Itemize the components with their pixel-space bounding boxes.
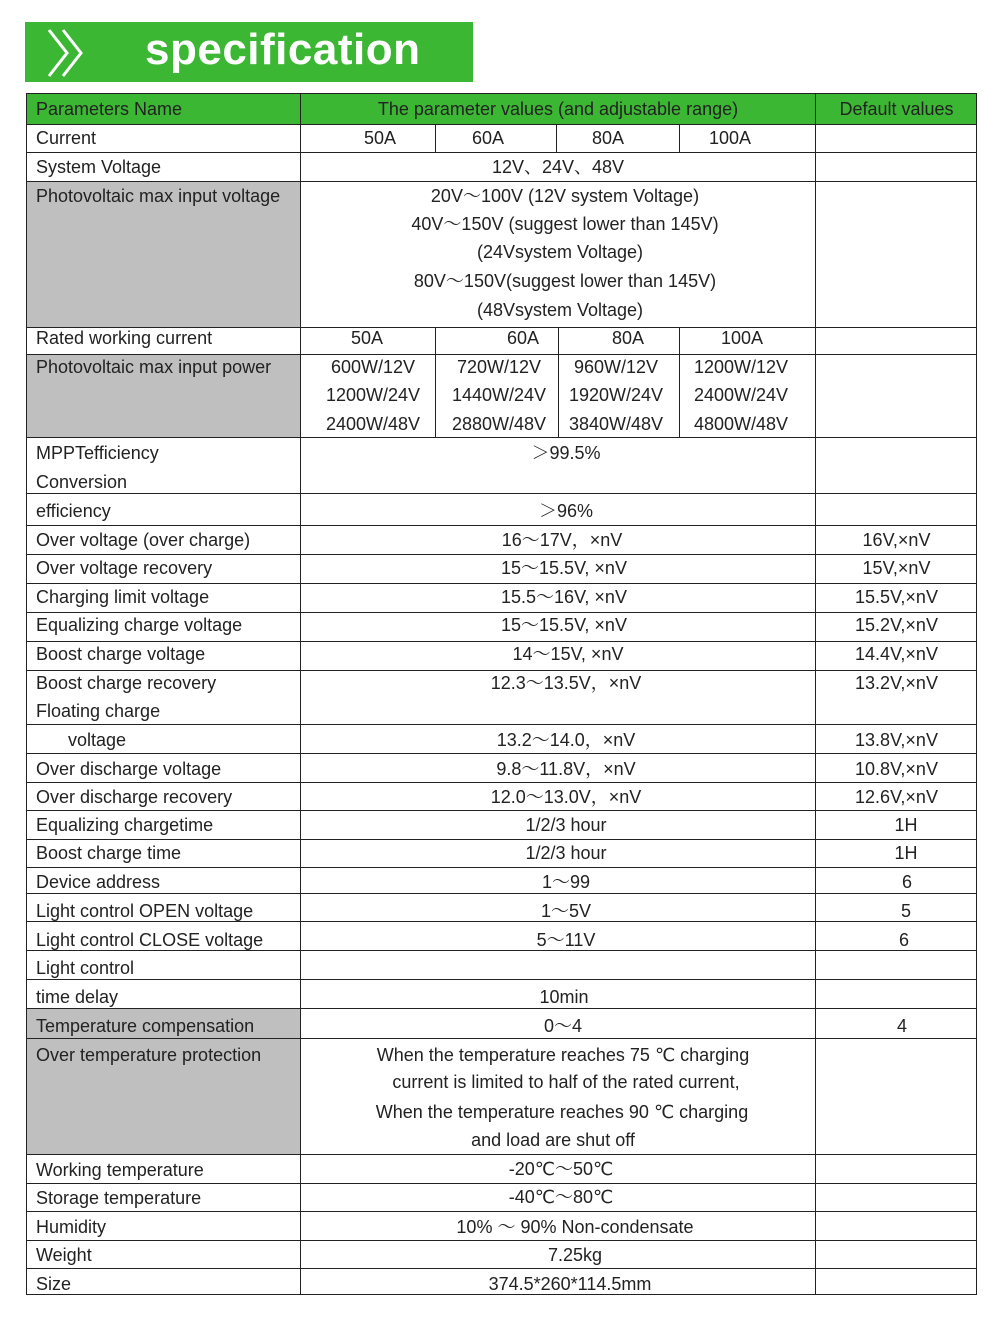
row-divider (26, 839, 977, 840)
size-label: Size (36, 1274, 72, 1294)
pv-power-80a: 3840W/48V (568, 414, 664, 434)
over-voltage-recovery-default: 15V,×nV (862, 558, 931, 578)
over-temp-line: When the temperature reaches 90 ℃ charging (375, 1102, 749, 1122)
row-divider (26, 782, 977, 783)
working-temp-value: -20℃～50℃ (508, 1159, 614, 1179)
current-50a: 50A (363, 128, 397, 148)
row-divider (26, 1008, 977, 1009)
light-close-label: Light control CLOSE voltage (36, 930, 264, 950)
equalizing-voltage-label: Equalizing charge voltage (36, 615, 243, 635)
boost-voltage-label: Boost charge voltage (36, 644, 206, 664)
current-label: Current (36, 128, 97, 148)
efficiency-label: efficiency (36, 501, 111, 521)
over-temp-line: current is limited to half of the rated current, (392, 1072, 740, 1092)
row-divider (26, 1240, 977, 1241)
boost-time-label: Boost charge time (36, 843, 182, 863)
pv-power-80a: 960W/12V (573, 357, 659, 377)
over-voltage-recovery-label: Over voltage recovery (36, 558, 213, 578)
humidity-value: 10% ～ 90% Non-condensate (456, 1217, 694, 1237)
row-divider (26, 979, 977, 980)
pv-power-50a: 2400W/48V (325, 414, 421, 434)
column-divider (976, 93, 977, 1295)
rated-current-80a: 80A (611, 328, 645, 348)
pv-power-100a: 1200W/12V (693, 357, 789, 377)
over-voltage-recovery-value: 15～15.5V, ×nV (501, 558, 627, 578)
storage-temp-label: Storage temperature (36, 1188, 202, 1208)
over-discharge-recovery-default: 12.6V,×nV (855, 787, 938, 807)
pv-max-voltage-line: (48Vsystem Voltage) (476, 300, 644, 320)
system-voltage-value: 12V、24V、48V (491, 157, 625, 177)
light-open-value: 1～5V (540, 901, 592, 921)
equalizing-time-label: Equalizing chargetime (36, 815, 214, 835)
column-divider (435, 327, 436, 437)
pv-max-power-label: Photovoltaic max input power (36, 357, 272, 377)
rated-current-60a: 60A (506, 328, 540, 348)
mppt-label: MPPTefficiency (36, 443, 159, 463)
equalizing-time-default: 1H (894, 815, 918, 835)
row-divider (26, 1183, 977, 1184)
column-divider (558, 327, 559, 437)
weight-label: Weight (36, 1245, 92, 1265)
light-control-label: Light control (36, 958, 135, 978)
column-divider (556, 124, 557, 152)
over-voltage-label: Over voltage (over charge) (36, 530, 251, 550)
row-divider (26, 525, 977, 526)
over-temp-line: When the temperature reaches 75 ℃ charging (376, 1045, 750, 1065)
banner-title: specification (145, 25, 421, 74)
row-divider (26, 1268, 977, 1269)
over-discharge-value: 9.8～11.8V，×nV (496, 759, 636, 779)
floating-voltage-value: 13.2～14.0，×nV (496, 730, 636, 750)
current-80a: 80A (591, 128, 625, 148)
row-divider (26, 1154, 977, 1155)
pv-max-voltage-label: Photovoltaic max input voltage (36, 186, 281, 206)
mppt-value: ＞99.5% (531, 443, 601, 463)
over-discharge-recovery-label: Over discharge recovery (36, 787, 233, 807)
row-divider (26, 1211, 977, 1212)
temp-comp-default: 4 (896, 1016, 907, 1036)
current-60a: 60A (471, 128, 505, 148)
temp-comp-value: 0～4 (543, 1016, 583, 1036)
rated-current-100a: 100A (720, 328, 764, 348)
equalizing-voltage-value: 15～15.5V, ×nV (501, 615, 627, 635)
column-divider (300, 93, 301, 1295)
boost-time-default: 1H (894, 843, 918, 863)
row-divider (26, 950, 977, 951)
pv-power-50a: 1200W/24V (325, 385, 421, 405)
humidity-label: Humidity (36, 1217, 107, 1237)
floating-voltage-label: voltage (68, 730, 127, 750)
charging-limit-label: Charging limit voltage (36, 587, 210, 607)
row-divider (26, 554, 977, 555)
floating-charge-label: Floating charge (36, 701, 161, 721)
row-divider (26, 181, 977, 182)
over-discharge-default: 10.8V,×nV (855, 759, 938, 779)
column-divider (815, 93, 816, 1295)
row-divider (26, 724, 977, 725)
row-divider (26, 152, 977, 153)
current-100a: 100A (708, 128, 752, 148)
row-divider (26, 753, 977, 754)
over-discharge-label: Over discharge voltage (36, 759, 222, 779)
time-delay-label: time delay (36, 987, 119, 1007)
row-divider (26, 867, 977, 868)
charging-limit-default: 15.5V,×nV (855, 587, 938, 607)
row-divider (26, 612, 977, 613)
row-divider (26, 921, 977, 922)
pv-power-50a: 600W/12V (330, 357, 416, 377)
over-voltage-value: 16～17V，×nV (501, 530, 623, 550)
device-address-label: Device address (36, 872, 161, 892)
row-divider (26, 893, 977, 894)
pv-max-voltage-line: 40V～150V (suggest lower than 145V) (411, 214, 719, 234)
boost-recovery-label: Boost charge recovery (36, 673, 217, 693)
storage-temp-value: -40℃～80℃ (508, 1187, 614, 1207)
pv-power-80a: 1920W/24V (568, 385, 664, 405)
row-divider (26, 437, 977, 438)
device-address-value: 1～99 (541, 872, 591, 892)
pv-power-100a: 4800W/48V (693, 414, 789, 434)
row-divider (26, 810, 977, 811)
rated-current-label: Rated working current (36, 328, 213, 348)
size-value: 374.5*260*114.5mm (488, 1274, 652, 1294)
over-temp-label: Over temperature protection (36, 1045, 262, 1065)
pv-max-voltage-line: (24Vsystem Voltage) (476, 242, 644, 262)
row-divider (26, 1294, 977, 1295)
pv-power-60a: 1440W/24V (451, 385, 547, 405)
equalizing-time-value: 1/2/3 hour (525, 815, 607, 835)
light-open-default: 5 (900, 901, 911, 921)
boost-voltage-default: 14.4V,×nV (855, 644, 938, 664)
row-divider (26, 93, 977, 94)
system-voltage-label: System Voltage (36, 157, 162, 177)
equalizing-voltage-default: 15.2V,×nV (855, 615, 938, 635)
row-divider (26, 641, 977, 642)
row-divider (26, 354, 977, 355)
weight-value: 7.25kg (547, 1245, 603, 1265)
row-divider (26, 583, 977, 584)
charging-limit-value: 15.5～16V, ×nV (501, 587, 627, 607)
floating-voltage-default: 13.8V,×nV (855, 730, 938, 750)
row-divider (26, 493, 977, 494)
boost-time-value: 1/2/3 hour (525, 843, 607, 863)
light-close-default: 6 (898, 930, 909, 950)
row-divider (26, 124, 977, 125)
header-parameters-name: Parameters Name (36, 99, 183, 119)
light-open-label: Light control OPEN voltage (36, 901, 254, 921)
boost-voltage-value: 14～15V, ×nV (512, 644, 624, 664)
pv-max-voltage-line: 80V～150V(suggest lower than 145V) (413, 271, 717, 291)
temp-comp-label: Temperature compensation (36, 1016, 255, 1036)
column-divider (679, 327, 680, 437)
rated-current-50a: 50A (350, 328, 384, 348)
over-voltage-default: 16V,×nV (862, 530, 931, 550)
row-divider (26, 1038, 977, 1039)
over-discharge-recovery-value: 12.0～13.0V，×nV (490, 787, 642, 807)
column-divider (435, 124, 436, 152)
column-divider (679, 124, 680, 152)
efficiency-value: ＞96% (538, 501, 594, 521)
pv-power-60a: 720W/12V (456, 357, 542, 377)
pv-max-voltage-line: 20V～100V (12V system Voltage) (430, 186, 700, 206)
row-divider (26, 327, 977, 328)
pv-power-100a: 2400W/24V (693, 385, 789, 405)
header-parameter-values: The parameter values (and adjustable range) (377, 99, 739, 119)
time-delay-value: 10min (539, 987, 589, 1007)
pv-power-60a: 2880W/48V (451, 414, 547, 434)
column-divider (26, 93, 27, 1295)
light-close-value: 5～11V (536, 930, 596, 950)
over-temp-line: and load are shut off (471, 1130, 635, 1150)
boost-recovery-value: 12.3～13.5V，×nV (490, 673, 642, 693)
working-temp-label: Working temperature (36, 1160, 204, 1180)
boost-recovery-default: 13.2V,×nV (855, 673, 938, 693)
row-divider (26, 670, 977, 671)
header-default-values: Default values (839, 99, 954, 119)
device-address-default: 6 (901, 872, 912, 892)
conversion-label: Conversion (36, 472, 128, 492)
